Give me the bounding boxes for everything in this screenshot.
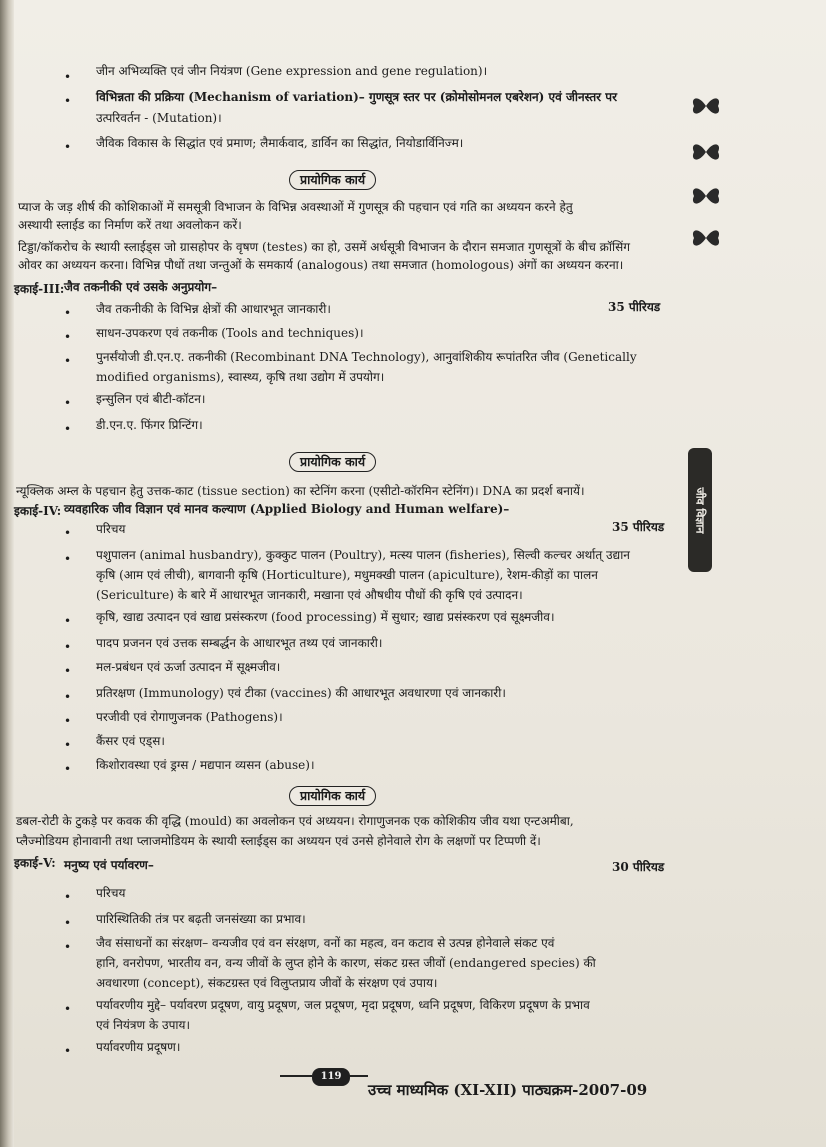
bullet: •: [64, 552, 72, 566]
practical-work-label: प्रायोगिक कार्य: [289, 786, 376, 806]
butterfly-icon: [690, 182, 722, 210]
text-line: किशोरावस्था एवं ड्रग्स / मद्यपान व्यसन (abuse)।: [96, 758, 315, 772]
text-line: जीन अभिव्यक्ति एवं जीन नियंत्रण (Gene expression and gene regulation)।: [96, 64, 488, 78]
text-line: प्याज के जड़ शीर्ष की कोशिकाओं में समसूत्री विभाजन के विभिन्न अवस्थाओं में गुणसूत्र की पहचान एवं गति का अध्ययन करने हेतु: [18, 200, 573, 214]
bullet: •: [64, 940, 72, 954]
bullet: •: [64, 306, 72, 320]
butterfly-icon: [690, 224, 722, 252]
bullet: •: [64, 396, 72, 410]
bullet: •: [64, 738, 72, 752]
bullet: •: [64, 714, 72, 728]
bullet: •: [64, 664, 72, 678]
bullet: •: [64, 140, 72, 154]
bullet: •: [64, 762, 72, 776]
text-line: डबल-रोटी के टुकड़े पर कवक की वृद्धि (mould) का अवलोकन एवं अध्ययन। रोगाणुजनक एक कोशिकीय जीव यथा एन्टअमीबा,: [16, 814, 574, 828]
unit-label: इकाई-III:: [14, 282, 65, 296]
bullet: •: [64, 94, 72, 108]
book-spine-shadow: [0, 0, 14, 1147]
text-line: जैव संसाधनों का संरक्षण– वन्यजीव एवं वन संरक्षण, वनों का महत्व, वन कटाव से उत्पन्न होनेवाले संकट एवं: [96, 936, 555, 950]
unit-label: इकाई-V:: [14, 856, 56, 870]
text-line: डी.एन.ए. फिंगर प्रिन्टिंग।: [96, 418, 203, 432]
text-line: पशुपालन (animal husbandry), कुक्कुट पालन (Poultry), मत्स्य पालन (fisheries), सिल्वी कल्चर अर्थात् उद्यान: [96, 548, 630, 562]
unit-title: व्यवहारिक जीव विज्ञान एवं मानव कल्याण (Applied Biology and Human welfare)–: [64, 502, 510, 516]
text-line: अवधारणा (concept), संकटग्रस्त एवं विलुप्तप्राय जीवों के संरक्षण एवं उपाय।: [96, 976, 438, 990]
text-line: हानि, वनरोपण, भारतीय वन, वन्य जीवों के लुप्त होने के कारण, संकट ग्रस्त जीवों (endangered species) की: [96, 956, 596, 970]
bullet: •: [64, 614, 72, 628]
bullet: •: [64, 890, 72, 904]
practical-work-label: प्रायोगिक कार्य: [289, 170, 376, 190]
text-line: प्लैज्मोडियम होनावानी तथा प्लाजमोडियम के स्थायी स्लाईड्स का अध्ययन एवं उनसे होनेवाले रोग के लक्षणों पर टिप्पणी दें।: [16, 834, 541, 848]
side-tab-label: जीव विज्ञान: [693, 487, 707, 533]
butterfly-icon: [690, 138, 722, 166]
text-line: पादप प्रजनन एवं उत्तक सम्बर्द्धन के आधारभूत तथ्य एवं जानकारी।: [96, 636, 383, 650]
unit-title: मनुष्य एवं पर्यावरण–: [64, 858, 154, 872]
bullet: •: [64, 422, 72, 436]
text-line: पुनर्संयोजी डी.एन.ए. तकनीकी (Recombinant DNA Technology), आनुवांशिकीय रूपांतरित जीव (Genetically: [96, 350, 637, 364]
footer-rule: [348, 1075, 368, 1077]
bullet: •: [64, 526, 72, 540]
unit-periods: 30 पीरियड: [612, 860, 665, 874]
bullet: •: [64, 354, 72, 368]
footer-title: उच्च माध्यमिक (XI-XII) पाठ्यक्रम-2007-09: [368, 1081, 648, 1099]
text-line: न्यूक्लिक अम्ल के पहचान हेतु उत्तक-काट (tissue section) का स्टेनिंग करना (एसीटो-कॉरमिन स्टेनिंग)। DNA का प्रदर्श बनायें।: [16, 484, 585, 498]
text-line: (Sericulture) के बारे में आधारभूत जानकारी, मखाना एवं औषधीय पौधों की कृषि एवं उत्पादन।: [96, 588, 523, 602]
butterfly-icon: [690, 92, 722, 120]
text-line: परजीवी एवं रोगाणुजनक (Pathogens)।: [96, 710, 283, 724]
bullet: •: [64, 690, 72, 704]
bullet: •: [64, 640, 72, 654]
bullet: •: [64, 330, 72, 344]
text-line: पर्यावरणीय प्रदूषण।: [96, 1040, 181, 1054]
side-tab: [688, 448, 712, 572]
text-line: ओवर का अध्ययन करना। विभिन्न पौधों तथा जन्तुओं के समकार्य (analogous) तथा समजात (homologous) अंगों का अध्ययन करना।: [18, 258, 624, 272]
text-line: प्रतिरक्षण (Immunology) एवं टीका (vaccines) की आधारभूत अवधारणा एवं जानकारी।: [96, 686, 506, 700]
bullet: •: [64, 70, 72, 84]
text-line: टिड्डा/कॉकरोच के स्थायी स्लाईड्स जो ग्रासहोपर के वृषण (testes) का हो, उसमें अर्धसूत्री विभाजन के दौरान समजात गुणसूत्रों के बीच क्रॉसिंग: [18, 240, 630, 254]
footer-rule: [280, 1075, 312, 1077]
text-line: जैव तकनीकी के विभिन्न क्षेत्रों की आधारभूत जानकारी।: [96, 302, 331, 316]
text-line: अस्थायी स्लाईड का निर्माण करें तथा अवलोकन करें।: [18, 218, 242, 232]
text-line: विभिन्नता की प्रक्रिया (Mechanism of variation)– गुणसूत्र स्तर पर (क्रोमोसोमनल एबरेशन) एवं जीनस्तर पर: [96, 90, 617, 104]
text-line: इन्सुलिन एवं बीटी-कॉटन।: [96, 392, 206, 406]
page-number: 119: [312, 1068, 350, 1086]
unit-label: इकाई-IV:: [14, 504, 62, 518]
text-line: कृषि, खाद्य उत्पादन एवं खाद्य प्रसंस्करण (food processing) में सुधार; खाद्य प्रसंस्करण एवं सूक्ष्मजीव।: [96, 610, 555, 624]
text-line: एवं नियंत्रण के उपाय।: [96, 1018, 191, 1032]
bullet: •: [64, 1044, 72, 1058]
text-line: परिचय: [96, 522, 126, 536]
text-line: परिचय: [96, 886, 126, 900]
text-line: साधन-उपकरण एवं तकनीक (Tools and techniques)।: [96, 326, 364, 340]
text-line: जैविक विकास के सिद्धांत एवं प्रमाण; लैमार्कवाद, डार्विन का सिद्धांत, नियोडार्विनिज्म।: [96, 136, 464, 150]
bullet: •: [64, 1002, 72, 1016]
practical-work-label: प्रायोगिक कार्य: [289, 452, 376, 472]
text-line: मल-प्रबंधन एवं ऊर्जा उत्पादन में सूक्ष्मजीव।: [96, 660, 281, 674]
text-line: पर्यावरणीय मुद्दे– पर्यावरण प्रदूषण, वायु प्रदूषण, जल प्रदूषण, मृदा प्रदूषण, ध्वनि प्रदूषण, विकिरण प्रदूषण के प्रभाव: [96, 998, 590, 1012]
text-line: पारिस्थितिकी तंत्र पर बढ़ती जनसंख्या का प्रभाव।: [96, 912, 306, 926]
bullet: •: [64, 916, 72, 930]
unit-title: जैव तकनीकी एवं उसके अनुप्रयोग–: [64, 280, 218, 294]
unit-periods: 35 पीरियड: [608, 300, 661, 314]
text-line: कैंसर एवं एड्स।: [96, 734, 165, 748]
unit-periods: 35 पीरियड: [612, 520, 665, 534]
text-line: कृषि (आम एवं लीची), बागवानी कृषि (Horticulture), मधुमक्खी पालन (apiculture), रेशम-कीड़ों का पालन: [96, 568, 598, 582]
text-line: modified organisms), स्वास्थ्य, कृषि तथा उद्योग में उपयोग।: [96, 370, 385, 384]
text-line: उत्परिवर्तन - (Mutation)।: [96, 111, 222, 125]
